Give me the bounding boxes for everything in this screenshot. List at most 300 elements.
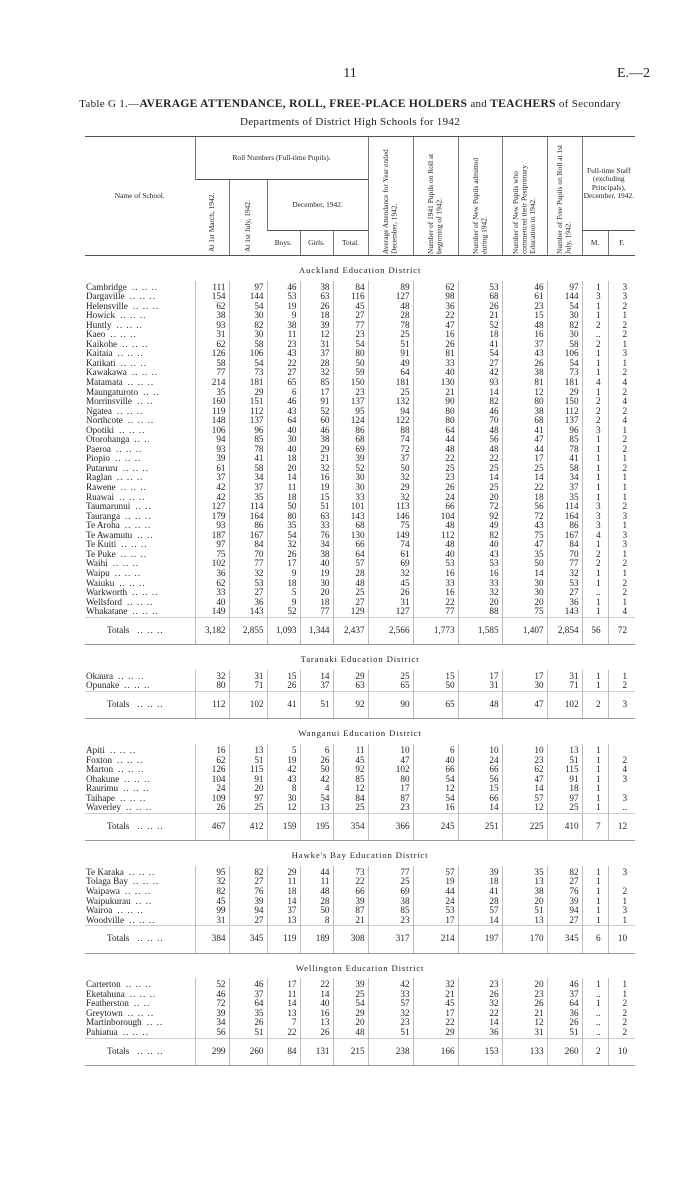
total-roll1941: 245	[413, 813, 458, 841]
cell-girls: 54	[300, 794, 333, 804]
cell-total: 27	[333, 311, 368, 321]
cell-staff-f: 3	[608, 866, 635, 878]
cell-girls: 33	[300, 521, 333, 531]
header-new-pupils: Number of New Pupils admitted during 1942.	[458, 137, 502, 256]
cell-march: 26	[195, 803, 229, 813]
cell-roll1941: 64	[413, 426, 458, 436]
total-total: 92	[333, 691, 368, 719]
dot-leader: .. .. ..	[125, 802, 153, 813]
cell-march: 99	[195, 906, 229, 916]
table-row	[85, 1028, 635, 1038]
cell-july: 97	[229, 281, 267, 293]
cell-girls: 32	[300, 464, 333, 474]
cell-girls: 16	[300, 473, 333, 483]
total-new: 48	[458, 691, 502, 719]
cell-free: 35	[547, 493, 582, 503]
cell-july: 167	[229, 531, 267, 541]
total-staff-f: 3	[608, 691, 635, 719]
cell-new: 48	[458, 426, 502, 436]
school-name: Morrinsville	[86, 396, 132, 407]
cell-free: 32	[547, 569, 582, 579]
cell-avg: 49	[368, 359, 413, 369]
cell-march: 93	[195, 445, 229, 455]
cell-new: 15	[458, 784, 502, 794]
cell-total: 116	[333, 292, 368, 302]
cell-total: 54	[333, 999, 368, 1009]
cell-staff-f: 1	[608, 550, 635, 560]
cell-march: 40	[195, 598, 229, 608]
table-row	[85, 744, 635, 756]
school-name: Whakatane	[86, 606, 128, 617]
cell-july: 54	[229, 302, 267, 312]
cell-postprimary: 25	[502, 464, 547, 474]
school-name-cell	[85, 1028, 195, 1038]
cell-postprimary: 23	[502, 302, 547, 312]
school-name: Te Kuiti	[86, 539, 117, 550]
dot-leader: .. .. ..	[129, 291, 156, 302]
school-name: Foxton	[86, 754, 113, 765]
cell-staff-m: 1	[582, 464, 608, 474]
cell-staff-m: 1	[582, 349, 608, 359]
cell-staff-m: 1	[582, 978, 608, 990]
total-new: 153	[458, 1038, 502, 1066]
dot-leader: .. .. ..	[129, 988, 157, 999]
cell-staff-m: ..	[582, 1009, 608, 1019]
cell-boys: 64	[267, 416, 300, 426]
cell-avg: 51	[368, 1028, 413, 1038]
cell-staff-m: 1	[582, 866, 608, 878]
cell-free: 84	[547, 540, 582, 550]
cell-staff-m: 1	[582, 435, 608, 445]
total-boys: 119	[267, 926, 300, 954]
cell-july: 25	[229, 803, 267, 813]
cell-free: 115	[547, 765, 582, 775]
cell-postprimary: 80	[502, 397, 547, 407]
cell-july: 37	[229, 990, 267, 1000]
cell-total: 30	[333, 483, 368, 493]
cell-total: 29	[333, 670, 368, 682]
cell-avg: 127	[368, 292, 413, 302]
cell-postprimary: 17	[502, 670, 547, 682]
dot-leader: .. .. ..	[119, 577, 146, 588]
cell-staff-m: 1	[582, 999, 608, 1009]
cell-new: 20	[458, 493, 502, 503]
cell-girls: 21	[300, 454, 333, 464]
cell-roll1941: 48	[413, 445, 458, 455]
total-postprimary: 170	[502, 926, 547, 954]
cell-girls: 13	[300, 803, 333, 813]
cell-free: 31	[547, 670, 582, 682]
cell-girls: 63	[300, 512, 333, 522]
totals-label: Totals	[107, 698, 130, 709]
cell-july: 35	[229, 493, 267, 503]
cell-total: 20	[333, 1018, 368, 1028]
cell-postprimary: 20	[502, 897, 547, 907]
cell-roll1941: 12	[413, 784, 458, 794]
cell-total: 12	[333, 784, 368, 794]
cell-staff-f: 3	[608, 281, 635, 293]
cell-total: 69	[333, 445, 368, 455]
cell-girls: 19	[300, 483, 333, 493]
cell-new: 39	[458, 866, 502, 878]
cell-staff-m: 1	[582, 877, 608, 887]
cell-staff-m: 1	[582, 607, 608, 617]
cell-boys: 40	[267, 445, 300, 455]
cell-staff-m: 1	[582, 906, 608, 916]
dot-leader: .. .. ..	[125, 979, 153, 990]
total-avg: 2,566	[368, 617, 413, 645]
cell-march: 148	[195, 416, 229, 426]
cell-avg: 89	[368, 281, 413, 293]
district-heading: Hawke's Bay Education District	[291, 850, 429, 861]
cell-july: 29	[229, 388, 267, 398]
cell-staff-f: 1	[608, 483, 635, 493]
cell-staff-m: 1	[582, 775, 608, 785]
cell-staff-f: 1	[608, 598, 635, 608]
cell-avg: 78	[368, 321, 413, 331]
cell-roll1941: 66	[413, 765, 458, 775]
cell-boys: 42	[267, 765, 300, 775]
cell-july: 76	[229, 887, 267, 897]
cell-roll1941: 24	[413, 897, 458, 907]
cell-boys: 43	[267, 775, 300, 785]
cell-staff-m: 1	[582, 368, 608, 378]
cell-new: 43	[458, 550, 502, 560]
cell-total: 85	[333, 775, 368, 785]
cell-staff-f: 4	[608, 378, 635, 388]
cell-march: 33	[195, 588, 229, 598]
cell-girls: 37	[300, 681, 333, 691]
header-postprimary: Number of New Pupils who commenced their Postprimary Education in 1942.	[502, 137, 547, 256]
cell-avg: 48	[368, 302, 413, 312]
cell-july: 31	[229, 670, 267, 682]
school-name: Kaikohe	[86, 338, 118, 349]
dot-leader: .. .. ..	[117, 754, 144, 765]
cell-free: 27	[547, 916, 582, 926]
cell-girls: 18	[300, 598, 333, 608]
cell-girls: 38	[300, 550, 333, 560]
cell-july: 144	[229, 292, 267, 302]
cell-boys: 26	[267, 550, 300, 560]
cell-girls: 14	[300, 990, 333, 1000]
cell-july: 96	[229, 426, 267, 436]
cell-free: 112	[547, 407, 582, 417]
cell-free: 97	[547, 794, 582, 804]
dot-leader: .. .. ..	[117, 472, 144, 483]
cell-total: 23	[333, 330, 368, 340]
cell-girls: 40	[300, 559, 333, 569]
cell-total: 25	[333, 588, 368, 598]
cell-july: 151	[229, 397, 267, 407]
cell-staff-f: 1	[608, 473, 635, 483]
cell-new: 66	[458, 794, 502, 804]
cell-girls: 38	[300, 435, 333, 445]
dot-leader: .. .. ..	[124, 773, 151, 784]
cell-march: 77	[195, 368, 229, 378]
cell-staff-m: 1	[582, 445, 608, 455]
cell-avg: 80	[368, 775, 413, 785]
school-name: Apiti	[86, 744, 105, 755]
cell-avg: 25	[368, 877, 413, 887]
cell-free: 41	[547, 454, 582, 464]
cell-avg: 26	[368, 588, 413, 598]
total-total: 354	[333, 813, 368, 841]
cell-total: 33	[333, 493, 368, 503]
cell-new: 33	[458, 579, 502, 589]
total-july: 345	[229, 926, 267, 954]
dot-leader: .. .. ..	[119, 491, 146, 502]
district-heading: Wanganui Education District	[298, 728, 422, 739]
totals-label: Totals	[107, 1045, 130, 1056]
cell-staff-m: 2	[582, 407, 608, 417]
cell-postprimary: 35	[502, 866, 547, 878]
cell-roll1941: 21	[413, 990, 458, 1000]
cell-free: 54	[547, 359, 582, 369]
cell-postprimary: 23	[502, 990, 547, 1000]
header-staff-f: F.	[608, 231, 635, 256]
cell-total: 39	[333, 897, 368, 907]
cell-free: 150	[547, 397, 582, 407]
cell-avg: 32	[368, 473, 413, 483]
total-staff-m: 56	[582, 617, 608, 645]
cell-march: 24	[195, 784, 229, 794]
cell-staff-m: 2	[582, 340, 608, 350]
cell-july: 51	[229, 1028, 267, 1038]
cell-roll1941: 36	[413, 302, 458, 312]
cell-roll1941: 45	[413, 999, 458, 1009]
cell-new: 20	[458, 598, 502, 608]
cell-july: 41	[229, 454, 267, 464]
cell-avg: 85	[368, 906, 413, 916]
cell-postprimary: 10	[502, 744, 547, 756]
cell-new: 92	[458, 512, 502, 522]
total-staff-f: 10	[608, 1038, 635, 1066]
cell-july: 164	[229, 512, 267, 522]
cell-roll1941: 22	[413, 454, 458, 464]
header-girls: Girls.	[300, 231, 333, 256]
cell-postprimary: 20	[502, 978, 547, 990]
district-heading: Wellington Education District	[295, 962, 425, 973]
cell-postprimary: 13	[502, 877, 547, 887]
cell-roll1941: 40	[413, 368, 458, 378]
cell-postprimary: 43	[502, 521, 547, 531]
cell-total: 11	[333, 744, 368, 756]
cell-staff-m: 1	[582, 569, 608, 579]
school-name: Piopio	[86, 453, 110, 464]
cell-new: 14	[458, 388, 502, 398]
total-girls: 131	[300, 1038, 333, 1066]
cell-boys: 43	[267, 407, 300, 417]
cell-postprimary: 61	[502, 292, 547, 302]
cell-postprimary: 46	[502, 281, 547, 293]
cell-july: 27	[229, 588, 267, 598]
cell-staff-f: 2	[608, 330, 635, 340]
cell-roll1941: 112	[413, 531, 458, 541]
cell-girls: 20	[300, 588, 333, 598]
cell-total: 95	[333, 407, 368, 417]
cell-staff-f: 3	[608, 512, 635, 522]
cell-free: 97	[547, 281, 582, 293]
cell-new: 70	[458, 416, 502, 426]
dot-leader: .. .. ..	[115, 453, 142, 464]
cell-free: 181	[547, 378, 582, 388]
total-march: 384	[195, 926, 229, 954]
cell-roll1941: 53	[413, 559, 458, 569]
cell-boys: 17	[267, 978, 300, 990]
cell-march: 61	[195, 464, 229, 474]
cell-new: 14	[458, 473, 502, 483]
total-postprimary: 225	[502, 813, 547, 841]
cell-staff-m: 1	[582, 281, 608, 293]
cell-new: 57	[458, 906, 502, 916]
cell-boys: 27	[267, 368, 300, 378]
dot-leader: .. .. ..	[128, 866, 156, 877]
cell-avg: 61	[368, 550, 413, 560]
total-girls: 195	[300, 813, 333, 841]
cell-new: 66	[458, 765, 502, 775]
cell-postprimary: 48	[502, 321, 547, 331]
cell-july: 54	[229, 359, 267, 369]
cell-free: 36	[547, 1009, 582, 1019]
cell-boys: 52	[267, 607, 300, 617]
total-july: 2,855	[229, 617, 267, 645]
dot-leader: .. .. ..	[127, 415, 155, 426]
totals-row	[85, 1038, 635, 1066]
cell-july: 91	[229, 775, 267, 785]
cell-july: 106	[229, 349, 267, 359]
cell-new: 72	[458, 502, 502, 512]
cell-staff-m: 3	[582, 521, 608, 531]
cell-march: 39	[195, 1009, 229, 1019]
cell-postprimary: 16	[502, 330, 547, 340]
cell-new: 42	[458, 368, 502, 378]
cell-july: 53	[229, 579, 267, 589]
cell-roll1941: 19	[413, 877, 458, 887]
cell-girls: 37	[300, 349, 333, 359]
cell-staff-f: 2	[608, 407, 635, 417]
cell-march: 42	[195, 483, 229, 493]
cell-staff-f: 2	[608, 464, 635, 474]
cell-postprimary: 37	[502, 340, 547, 350]
dot-leader: .. ..	[146, 1017, 164, 1028]
cell-avg: 102	[368, 765, 413, 775]
cell-avg: 132	[368, 397, 413, 407]
cell-staff-m: 2	[582, 321, 608, 331]
total-march: 299	[195, 1038, 229, 1066]
cell-free: 82	[547, 321, 582, 331]
dot-leader: .. .. ..	[123, 783, 150, 794]
cell-avg: 72	[368, 445, 413, 455]
cell-july: 64	[229, 999, 267, 1009]
cell-avg: 25	[368, 388, 413, 398]
cell-girls: 40	[300, 999, 333, 1009]
cell-july: 36	[229, 598, 267, 608]
dot-leader: .. .. ..	[122, 462, 150, 473]
dot-leader: .. ..	[143, 386, 160, 397]
total-new: 1,585	[458, 617, 502, 645]
dot-leader: .. .. ..	[118, 764, 145, 775]
cell-boys: 7	[267, 1018, 300, 1028]
header-at-1st-march: At 1st March, 1942.	[195, 180, 229, 256]
cell-total: 54	[333, 340, 368, 350]
total-july: 412	[229, 813, 267, 841]
total-avg: 366	[368, 813, 413, 841]
cell-postprimary: 20	[502, 598, 547, 608]
cell-avg: 74	[368, 435, 413, 445]
cell-boys: 26	[267, 681, 300, 691]
total-july: 102	[229, 691, 267, 719]
cell-avg: 32	[368, 493, 413, 503]
cell-girls: 26	[300, 756, 333, 766]
dot-leader: .. .. ..	[132, 587, 159, 598]
cell-total: 124	[333, 416, 368, 426]
cell-total: 68	[333, 521, 368, 531]
cell-total: 27	[333, 598, 368, 608]
dot-leader: .. .. ..	[112, 558, 140, 569]
dot-leader: .. .. ..	[117, 405, 144, 416]
cell-girls: 63	[300, 292, 333, 302]
cell-new: 31	[458, 681, 502, 691]
school-name: Dargaville	[86, 291, 125, 302]
cell-march: 149	[195, 607, 229, 617]
cell-boys: 17	[267, 559, 300, 569]
cell-avg: 57	[368, 999, 413, 1009]
cell-postprimary: 12	[502, 803, 547, 813]
cell-total: 68	[333, 435, 368, 445]
school-name: Raglan	[86, 472, 113, 483]
cell-girls: 31	[300, 340, 333, 350]
cell-staff-f: 4	[608, 397, 635, 407]
cell-girls: 26	[300, 302, 333, 312]
cell-free: 46	[547, 978, 582, 990]
cell-girls: 8	[300, 916, 333, 926]
total-free: 260	[547, 1038, 582, 1066]
cell-new: 68	[458, 292, 502, 302]
cell-staff-m: 2	[582, 550, 608, 560]
cell-postprimary: 38	[502, 368, 547, 378]
dot-leader: .. .. ..	[117, 348, 144, 359]
cell-march: 62	[195, 340, 229, 350]
cell-staff-m: 1	[582, 388, 608, 398]
cell-staff-m: 1	[582, 681, 608, 691]
cell-boys: 30	[267, 794, 300, 804]
cell-staff-m: 1	[582, 803, 608, 813]
cell-march: 31	[195, 330, 229, 340]
cell-girls: 38	[300, 281, 333, 293]
cell-roll1941: 6	[413, 744, 458, 756]
cell-postprimary: 14	[502, 473, 547, 483]
cell-roll1941: 62	[413, 281, 458, 293]
school-name: Greytown	[86, 1007, 123, 1018]
header-1941-pupils: Number of 1941 Pupils on Roll at beginning of 1942.	[413, 137, 458, 256]
cell-staff-m: 1	[582, 311, 608, 321]
total-girls: 189	[300, 926, 333, 954]
school-name: Te Aroha	[86, 520, 120, 531]
cell-staff-m: 1	[582, 493, 608, 503]
cell-new: 41	[458, 887, 502, 897]
cell-girls: 18	[300, 311, 333, 321]
cell-staff-f: 1	[608, 340, 635, 350]
school-name: Ruawai	[86, 491, 115, 502]
school-name-cell	[85, 681, 195, 691]
cell-march: 62	[195, 302, 229, 312]
cell-staff-f: 4	[608, 765, 635, 775]
dot-leader: .. .. ..	[137, 698, 164, 709]
cell-girls: 46	[300, 426, 333, 436]
school-name: Rawene	[86, 482, 116, 493]
total-staff-m: 6	[582, 926, 608, 954]
cell-march: 111	[195, 281, 229, 293]
